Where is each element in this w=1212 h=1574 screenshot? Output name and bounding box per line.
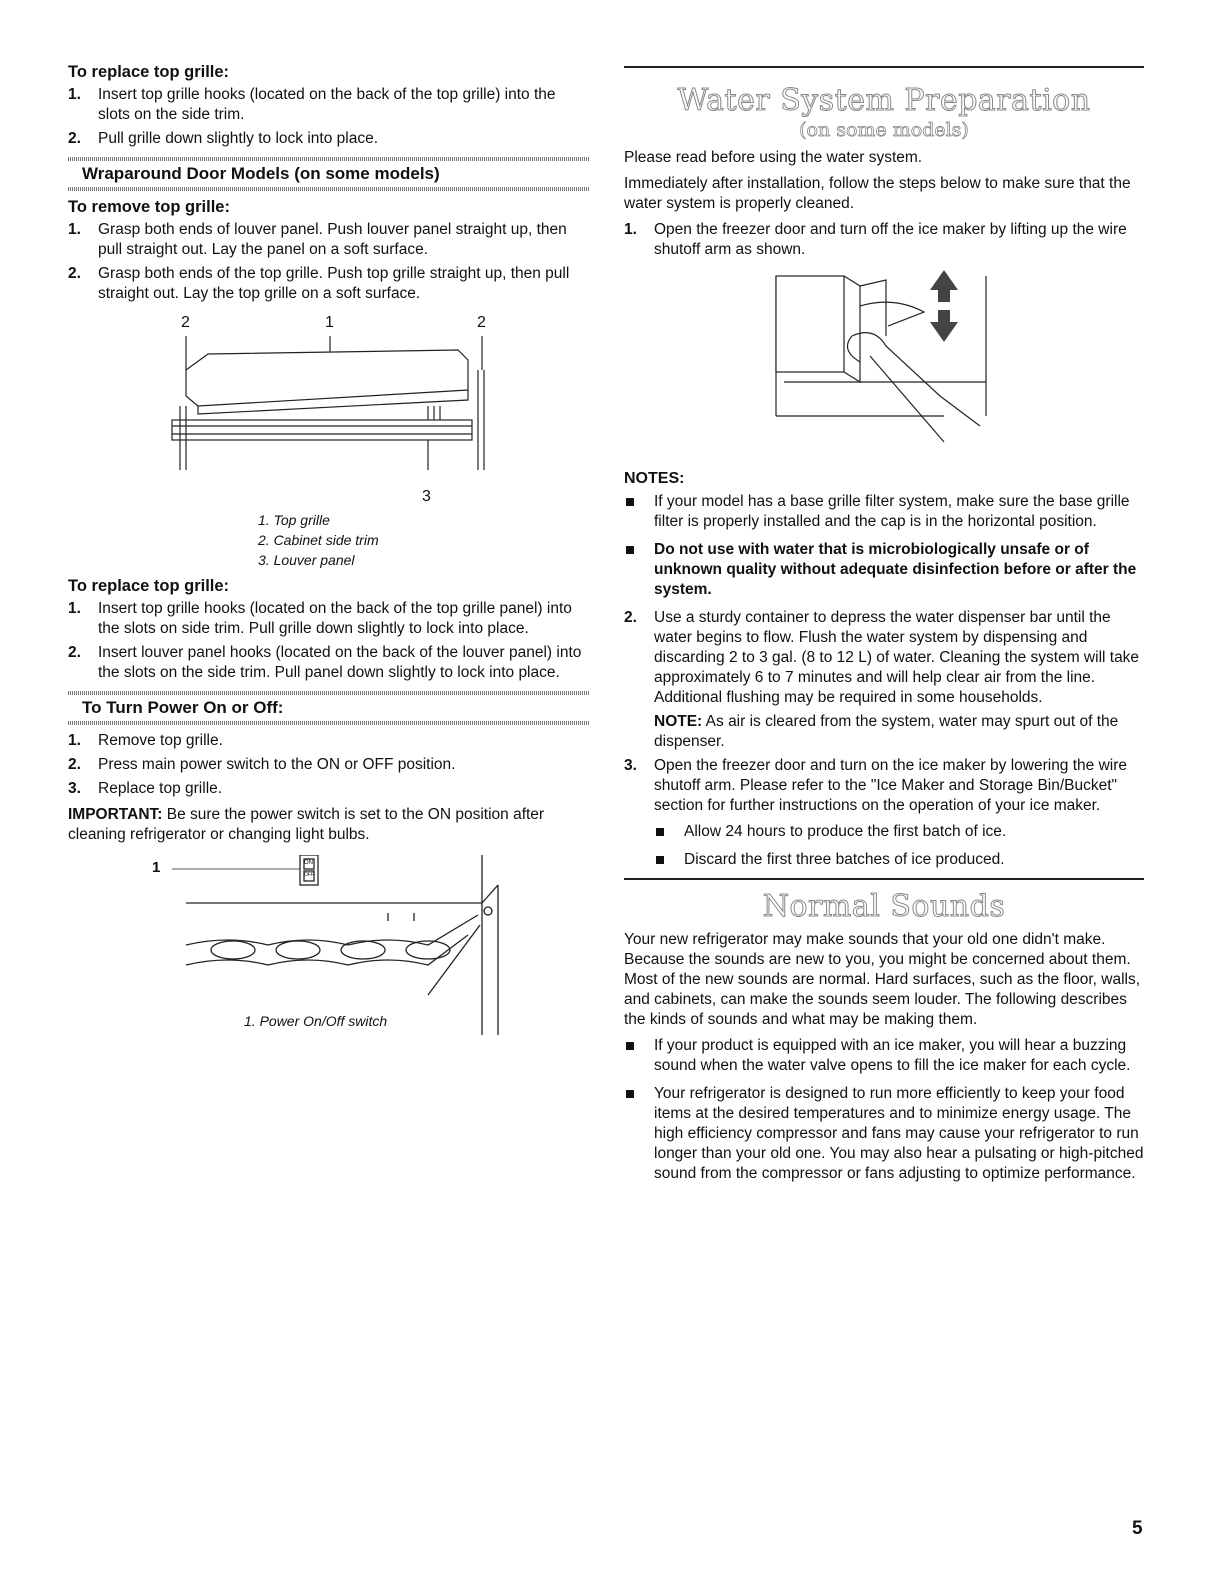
important-note: IMPORTANT: Be sure the power switch is set to the ON position after cleaning refrigerator or changing light bulbs. — [68, 806, 545, 843]
divider — [624, 66, 1144, 68]
top-grille-figure — [68, 310, 590, 510]
list-item: 1. Insert top grille hooks (located on the back of the top grille panel) into the slots on side trim. Pull grille down slightly to lock into place. — [68, 600, 572, 637]
list-item: If your model has a base grille filter system, make sure the base grille filter is properly installed and the cap is in the horizontal position. — [624, 492, 1144, 532]
sounds-intro: Your new refrigerator may make sounds that your old one didn't make. Because the sounds are new to you, you might be concerned about them. Most of the new sounds are normal. Hard surfaces, such as the floor, walls, and cabinets, can make the sounds seem louder. The following describes the kinds of sounds and what may be making them. — [624, 931, 1141, 1028]
divider — [68, 721, 590, 725]
figure-label-side-trim-right: 2 — [477, 314, 486, 331]
replace-top-grille-steps-2 — [68, 599, 590, 683]
remove-top-grille-heading: To remove top grille: — [68, 198, 230, 216]
wraparound-section-title: Wraparound Door Models (on some models) — [82, 164, 440, 183]
figure-label-power-switch: 1 — [152, 859, 161, 876]
water-step-2 — [624, 608, 1144, 870]
power-switch-figure — [68, 855, 590, 1051]
list-item: 2. Grasp both ends of the top grille. Push top grille straight up, then pull straight out. Lay the top grille on a soft surface. — [68, 265, 570, 302]
caption: 3. Louver panel — [258, 552, 355, 568]
list-item: Allow 24 hours to produce the first batch of ice. — [654, 822, 1144, 842]
top-grille-captions — [68, 510, 590, 570]
list-item: Your refrigerator is designed to run more efficiently to keep your food items at the desired temperatures and to minimize energy usage. The high efficiency compressor and fans may cause your refrigerator to run longer than your old one. You may also hear a pulsating or high-pitched sound from the compressor or fans adjusting to optimize performance. — [624, 1084, 1144, 1184]
list-item: Discard the first three batches of ice produced. — [654, 850, 1144, 870]
switch-on-label: ON — [304, 860, 313, 866]
replace-top-grille-heading: To replace top grille: — [68, 63, 230, 81]
sounds-list — [624, 1036, 1144, 1184]
water-step-1 — [624, 220, 1144, 260]
ice-maker-illustration — [624, 266, 1144, 466]
divider — [68, 187, 590, 191]
step-2-note: NOTE: As air is cleared from the system, water may spurt out of the dispenser. — [654, 713, 1119, 750]
wraparound-section-header — [68, 157, 590, 191]
divider — [624, 878, 1144, 880]
list-item: Do not use with water that is microbiologically unsafe or of unknown quality without adequate disinfection before or after the system. — [624, 540, 1144, 600]
caption: 1. Power On/Off switch — [244, 1013, 388, 1029]
water-section-subtitle: (on some models) — [799, 119, 969, 141]
list-item: 2. Pull grille down slightly to lock into place. — [68, 130, 378, 147]
step-3-bullets — [654, 822, 1144, 870]
list-item: 1. Remove top grille. — [68, 732, 223, 749]
remove-top-grille-steps — [68, 220, 590, 304]
list-item: 1. Grasp both ends of louver panel. Push louver panel straight up, then pull straight out. Lay the panel on a soft surface. — [68, 221, 567, 258]
figure-label-top-grille: 1 — [325, 314, 334, 331]
left-column — [68, 62, 590, 1051]
water-intro-2: Immediately after installation, follow the steps below to make sure that the water system is properly cleaned. — [624, 175, 1131, 212]
list-item: 1. Insert top grille hooks (located on the back of the top grille) into the slots on the side trim. — [68, 86, 556, 123]
replace-top-grille-steps — [68, 85, 590, 149]
list-item: 2. Use a sturdy container to depress the water dispenser bar until the water begins to flow. Flush the water system by dispensing and discarding 2 to 3 gal. (8 to 12 L) of water. Cleaning the system will take approximately 6 to 7 minutes and will help clear air from the line. Additional flushing may be required in some households. NOTE: As air is cleared from the system, water may spurt out of the dispenser. — [624, 608, 1144, 752]
list-item: 2. Press main power switch to the ON or OFF position. — [68, 756, 456, 773]
page-number: 5 — [1132, 1518, 1143, 1539]
replace-top-grille-heading-2: To replace top grille: — [68, 577, 230, 595]
list-item: If your product is equipped with an ice maker, you will hear a buzzing sound when the water valve opens to fill the ice maker for each cycle. — [624, 1036, 1144, 1076]
power-section-header — [68, 691, 590, 725]
caption: 2. Cabinet side trim — [258, 532, 379, 548]
power-section-title: To Turn Power On or Off: — [82, 698, 284, 717]
power-steps — [68, 731, 590, 799]
switch-off-label: OFF — [304, 872, 314, 878]
list-item: 3. Replace top grille. — [68, 780, 223, 797]
sounds-section-title: Normal Sounds — [762, 889, 1006, 924]
water-intro-1: Please read before using the water system. — [624, 149, 923, 166]
caption: 1. Top grille — [258, 512, 330, 528]
list-item: 1. Open the freezer door and turn off the ice maker by lifting up the wire shutoff arm as shown. — [624, 221, 1127, 258]
list-item: 2. Insert louver panel hooks (located on the back of the louver panel) into the slots on the side trim. Pull panel down slightly to lock into place. — [68, 644, 582, 681]
list-item: 3. Open the freezer door and turn on the ice maker by lowering the wire shutoff arm. Please refer to the "Ice Maker and Storage Bin/Bucket" section for further instructions on the operation of your ice maker. Allow 24 hours to produce the first batch of ice. Discard the first three batches of ice produced. — [624, 756, 1144, 870]
notes-label: NOTES: — [624, 470, 685, 487]
notes-list — [624, 492, 1144, 600]
top-grille-illustration — [68, 310, 590, 510]
water-section-title: Water System Preparation — [677, 83, 1091, 118]
ice-maker-figure — [624, 266, 1144, 466]
right-column — [624, 66, 1144, 1192]
figure-label-louver-panel: 3 — [422, 488, 431, 505]
figure-label-side-trim-left: 2 — [181, 314, 190, 331]
